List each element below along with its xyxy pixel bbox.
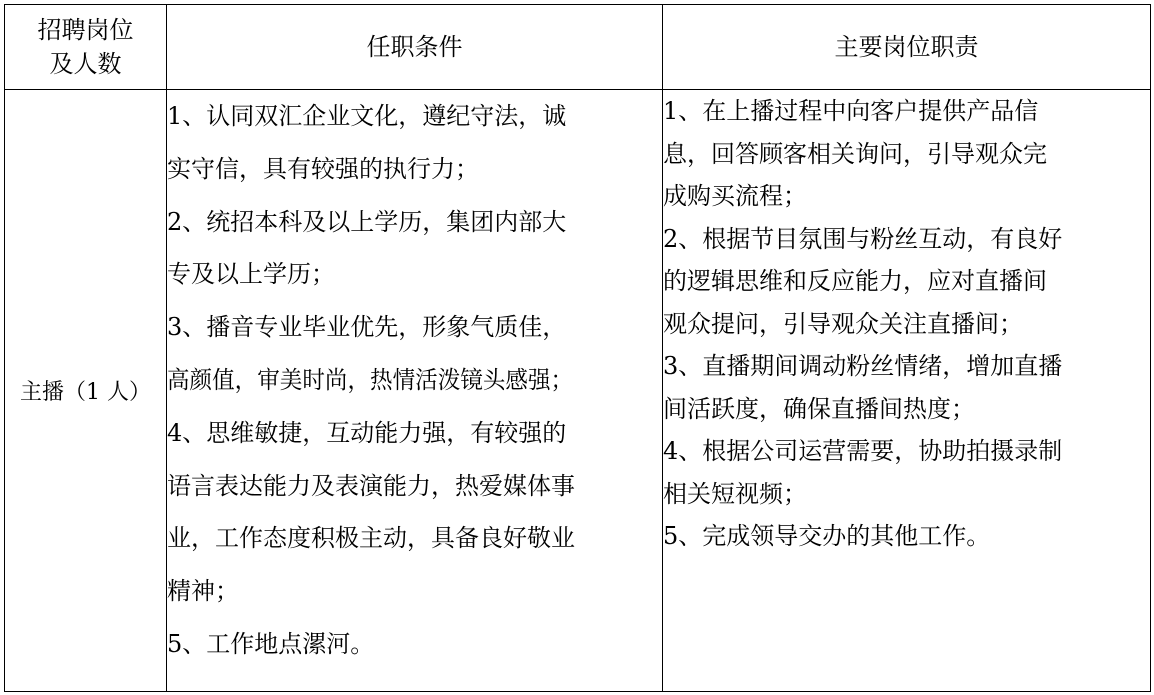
requirement-line: 1、认同双汇企业文化，遵纪守法，诚 [167, 102, 567, 130]
header-row [5, 5, 1151, 90]
duty-line: 5、完成领导交办的其他工作。 [663, 522, 991, 550]
requirement-line: 4、思维敏捷，互动能力强，有较强的 [167, 418, 567, 447]
table-row [5, 90, 1151, 692]
requirement-line: 实守信，具有较强的执行力； [167, 154, 479, 183]
requirement-line: 2、统招本科及以上学历，集团内部大 [167, 207, 567, 236]
requirement-line: 精神； [167, 577, 239, 606]
requirement-line: 语言表达能力及表演能力，热爱媒体事 [167, 471, 575, 500]
duty-line: 4、根据公司运营需要，协助拍摄录制 [663, 437, 1063, 465]
duty-line: 成购买流程； [663, 182, 807, 210]
duty-line: 间活跃度，确保直播间热度； [663, 394, 975, 423]
position-cell [5, 90, 167, 692]
duty-line: 息，回答顾客相关询问，引导观众完 [663, 139, 1047, 168]
header-position-line2: 及人数 [49, 50, 122, 78]
requirement-line: 5、工作地点漯河。 [167, 629, 375, 658]
header-requirements: 任职条件 [167, 5, 663, 90]
duty-line: 的逻辑思维和反应能力，应对直播间 [663, 267, 1047, 295]
duty-line: 3、直播期间调动粉丝情绪，增加直播 [663, 352, 1063, 380]
requirement-line-text: 高颜值，审美时尚，热情活泼镜头感强； [167, 365, 574, 394]
duty-line: 相关短视频； [663, 479, 807, 508]
duty-line: 观众提问，引导观众关注直播间； [663, 309, 1023, 338]
duties-cell [663, 90, 1151, 692]
duty-line: 2、根据节目氛围与粉丝互动，有良好 [663, 224, 1063, 253]
header-position [5, 5, 167, 90]
requirements-cell [167, 90, 663, 692]
duty-line: 1、在上播过程中向客户提供产品信 [663, 97, 1039, 125]
position-title: 主播（1 人） [20, 380, 151, 405]
header-position-line1: 招聘岗位 [37, 16, 134, 44]
job-table [4, 4, 1151, 692]
requirement-line: 专及以上学历； [167, 260, 335, 289]
requirement-line: 3、播音专业毕业优先，形象气质佳， [167, 313, 567, 342]
header-duties: 主要岗位职责 [663, 5, 1151, 90]
requirement-line-condensed [167, 354, 662, 407]
requirement-line: 业，工作态度积极主动，具备良好敬业 [167, 524, 575, 553]
